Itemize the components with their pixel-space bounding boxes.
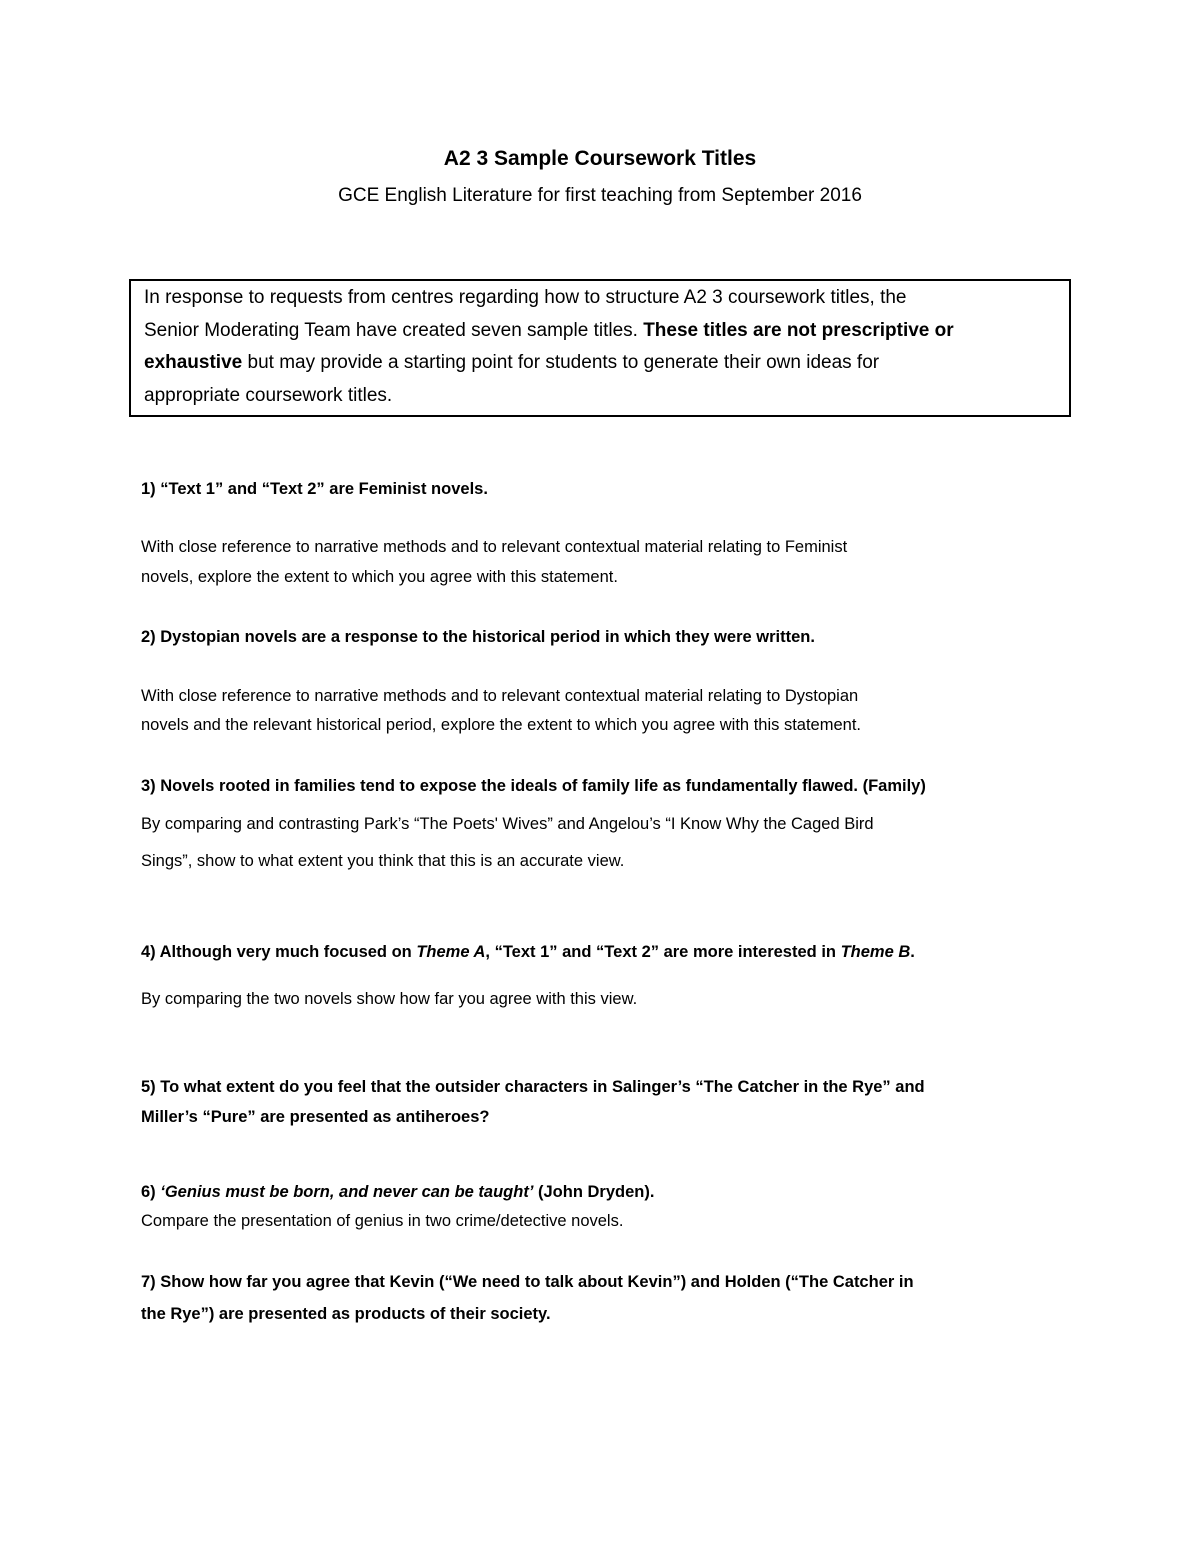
- notice-line-3: [144, 349, 879, 377]
- sample-title-5-heading-line-1: 5) To what extent do you feel that the outsider characters in Salinger’s “The Catcher in the Rye” and: [141, 1078, 925, 1096]
- document-title: A2 3 Sample Coursework Titles: [443, 147, 757, 170]
- sample-title-1-heading: 1) “Text 1” and “Text 2” are Feminist novels.: [141, 480, 488, 498]
- notice-line-1: In response to requests from centres regarding how to structure A2 3 coursework titles, the: [144, 287, 907, 308]
- notice-line-4: appropriate coursework titles.: [144, 385, 393, 406]
- sample-title-4-body-line-1: By comparing the two novels show how far you agree with this view.: [141, 990, 638, 1008]
- heading-text: 6): [141, 1183, 161, 1201]
- sample-title-4-heading: [141, 940, 915, 964]
- notice-line-2: [144, 317, 954, 345]
- heading-text: 4) Although very much focused on: [141, 943, 417, 961]
- sample-title-1-body-line-1: With close reference to narrative methods and to relevant contextual material relating to Feminist: [141, 538, 848, 556]
- sample-title-2-body-line-1: With close reference to narrative methods and to relevant contextual material relating to Dystopian: [141, 687, 859, 705]
- heading-italic: Theme B: [840, 943, 911, 961]
- sample-title-3-heading: 3) Novels rooted in families tend to expose the ideals of family life as fundamentally flawed. (Family): [141, 777, 926, 795]
- sample-title-6-heading: [141, 1180, 654, 1204]
- notice-text: but may provide a starting point for students to generate their own ideas for: [242, 352, 880, 373]
- sample-title-7-heading-line-2: the Rye”) are presented as products of their society.: [141, 1305, 551, 1323]
- heading-text: (John Dryden).: [533, 1183, 655, 1201]
- sample-title-1-body-line-2: novels, explore the extent to which you agree with this statement.: [141, 568, 618, 586]
- sample-title-3-body-line-1: By comparing and contrasting Park’s “The Poets' Wives” and Angelou’s “I Know Why the Caged Bird: [141, 815, 874, 833]
- sample-title-2-body-line-2: novels and the relevant historical period, explore the extent to which you agree with this statement.: [141, 716, 861, 734]
- document-subtitle: GCE English Literature for first teaching from September 2016: [338, 185, 862, 206]
- sample-title-7-heading-line-1: 7) Show how far you agree that Kevin (“We need to talk about Kevin”) and Holden (“The Catcher in: [141, 1273, 914, 1291]
- sample-title-5-heading-line-2: Miller’s “Pure” are presented as antiheroes?: [141, 1108, 490, 1126]
- notice-emphasis: These titles are not prescriptive or: [643, 320, 954, 341]
- sample-title-2-heading: 2) Dystopian novels are a response to the historical period in which they were written.: [141, 628, 815, 646]
- notice-box: [129, 279, 1071, 417]
- heading-text: .: [910, 943, 915, 961]
- sample-title-6-body-line-1: Compare the presentation of genius in two crime/detective novels.: [141, 1212, 624, 1230]
- sample-title-3-body-line-2: Sings”, show to what extent you think that this is an accurate view.: [141, 852, 625, 870]
- heading-text: , “Text 1” and “Text 2” are more interested in: [485, 943, 841, 961]
- heading-italic: Theme A: [416, 943, 486, 961]
- notice-emphasis: exhaustive: [144, 352, 243, 373]
- heading-quote: ‘Genius must be born, and never can be taught’: [160, 1183, 534, 1201]
- notice-text: Senior Moderating Team have created seven sample titles.: [144, 320, 644, 341]
